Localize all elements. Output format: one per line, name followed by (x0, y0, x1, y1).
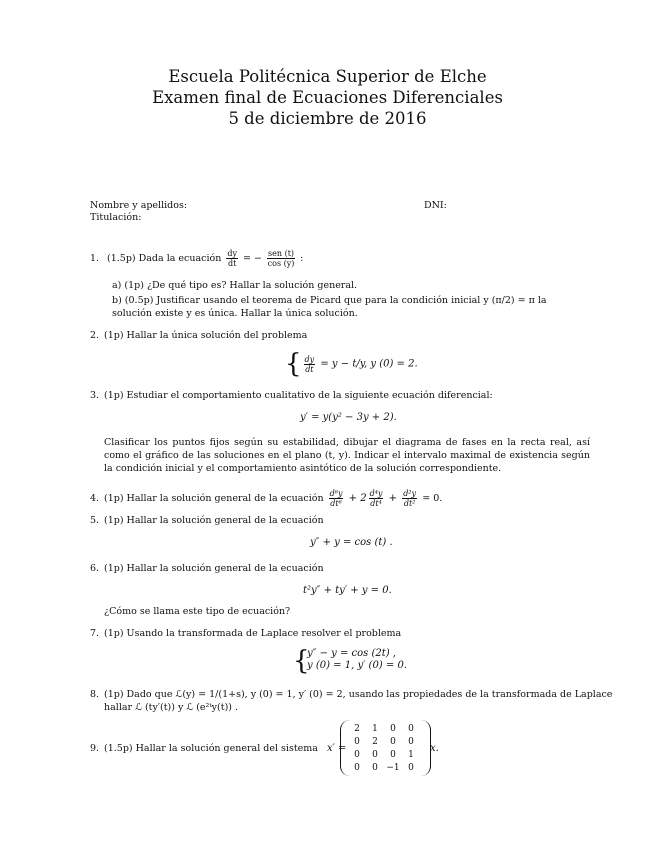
exam-date: 5 de diciembre de 2016 (228, 109, 427, 128)
question-5-equation: y″ + y = cos (t) . (310, 537, 393, 548)
question-3: 3. (1p) Estudiar el comportamiento cualitativo de la siguiente ecuación diferencial: (90, 390, 493, 401)
question-1a: a) (1p) ¿De qué tipo es? Hallar la solución general. (112, 280, 358, 291)
school-name: Escuela Politécnica Superior de Elche (168, 67, 487, 86)
question-3-instructions: Clasificar los puntos fijos según su estabilidad, dibujar el diagrama de fases en la recta real, así como el gráfico de las soluciones en el plano (t, y). Indicar el intervalo maximal de existencia según la condición inicial y el comportamiento asintótico de la solución correspondiente. (104, 437, 590, 474)
question-1b: b) (0.5p) Justificar usando el teorema de Picard que para la condición inicial y (π/2) = π la solución existe y es única. Hallar la única solución. (112, 295, 547, 319)
question-5: 5. (1p) Hallar la solución general de la ecuación (90, 515, 324, 526)
exam-title: Examen final de Ecuaciones Diferenciales (152, 88, 503, 107)
name-field-label: Nombre y apellidos: (90, 200, 188, 211)
exam-header (0, 66, 655, 129)
question-7: 7. (1p) Usando la transformada de Laplace resolver el problema (90, 628, 402, 639)
question-9: 9. (1.5p) Hallar la solución general del sistema x′ = (90, 743, 347, 754)
question-9-rhs: x. (430, 743, 439, 754)
question-6-followup: ¿Cómo se llama este tipo de ecuación? (104, 606, 291, 617)
question-4: 4. (1p) Hallar la solución general de la ecuación $\frac{\text{d⁶y}}{\text{dt⁶}}$ + 2 $\frac{\text{d⁴y}}{\text{dt⁴}}$ + $\frac{\text{d²y}}{\text{dt²}}$ = 0. (90, 489, 443, 508)
question-6: 6. (1p) Hallar la solución general de la ecuación (90, 563, 324, 574)
question-6-equation: t²y″ + ty′ + y = 0. (303, 585, 392, 596)
degree-field-label: Titulación: (90, 212, 142, 223)
question-3-equation: y′ = y(y² − 3y + 2). (300, 412, 397, 423)
question-2-equation: { $\frac{dy}{dt}$ = y − t/y, y (0) = 2. (285, 349, 418, 379)
question-8: 8. (1p) Dado que ℒ(y) = 1/(1+s), y (0) = 1, y′ (0) = 2, usando las propiedades de la transformada de Laplace (90, 689, 613, 700)
dni-field-label: DNI: (424, 200, 447, 211)
question-1: 1. (1.5p) Dada la ecuación $\frac{dy}{dt}$ = − $\frac{\text{sen (t)}}{\cos (y)}$ : (90, 249, 304, 268)
question-8-line2: hallar ℒ (ty′(t)) y ℒ (e²ᵗy(t)) . (104, 702, 239, 713)
exam-page: Escuela Politécnica Superior de Elche Examen final de Ecuaciones Diferenciales 5 de diciembre de 2016 Nombre y apellidos: DNI: Titulación: 1. (1.5p) Dada la ecuación $\frac{dy}{dt}$ = − $\frac{\text{sen (t)}}{\cos (y)}$ : a) (1p) ¿De qué tipo es? Hallar la solución general. b) (0.5p) Justificar usando el teorema de Picard que para la condición inicial y (π/2) = π la solución existe y es única. Hallar la única solución. 2. (1p) Hallar la única solución del problema { $\frac{dy}{dt}$ = y − t/y, y (0) = 2. 3. (1p) Estudiar el comportamiento cualitativo de la siguiente ecuación diferencial: y′ = y(y² − 3y + 2). Clasificar los puntos fijos según su estabilidad, dibujar el diagrama de fases en la recta real, así como el gráfico de las soluciones en el plano (t, y). Indicar el intervalo maximal de existencia según la condición inicial y el comportamiento asintótico de la solución correspondiente. 4. (1p) Hallar la solución general de la ecuación $\frac{\text{d⁶y}}{\text{dt⁶}}$ + 2 $\frac{\text{d⁴y}}{\text{dt⁴}}$ + $\frac{\text{d²y}}{\text{dt²}}$ = 0. 5. (1p) Hallar la solución general de la ecuación y″ + y = cos (t) . 6. (1p) Hallar la solución general de la ecuación t²y″ + ty′ + y = 0. ¿Cómo se llama este tipo de ecuación? 7. (1p) Usando la transformada de Laplace resolver el problema { y″ − y = cos (2t) , y (0) = 1, y′ (0) = 0. 8. (1p) Dado que ℒ(y) = 1/(1+s), y (0) = 1, y′ (0) = 2, usando las propiedades de la transformada de Laplace hallar ℒ (ty′(t)) y ℒ (e²ᵗy(t)) . 9. (1.5p) Hallar la solución general del sistema x′ = 2 1 0 0 0 2 0 0 0 0 0 1 0 0 −1 0 x. (0, 0, 655, 848)
question-2: 2. (1p) Hallar la única solución del problema (90, 330, 308, 341)
